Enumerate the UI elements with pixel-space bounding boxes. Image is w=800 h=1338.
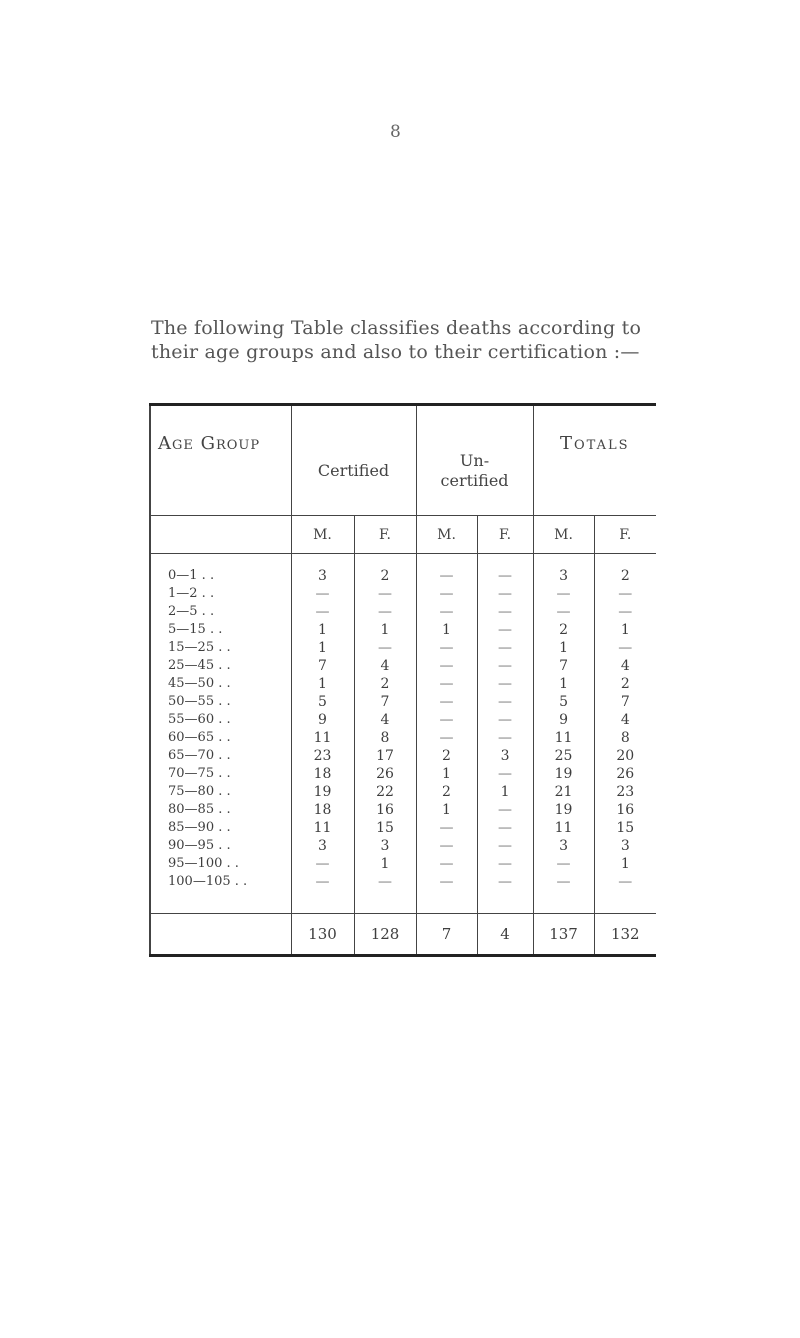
- table-row: [150, 747, 656, 765]
- certified-female-total: 128: [354, 914, 416, 956]
- totals-header: Totals: [533, 405, 656, 516]
- uncertified-female-cell: —: [477, 585, 533, 603]
- certified-female-cell: —: [354, 585, 416, 603]
- certified-male-cell: 1: [291, 621, 354, 639]
- totals-female-cell: 4: [594, 711, 656, 729]
- totals-female-cell: 23: [594, 783, 656, 801]
- age-group-cell: 5—15 . .: [168, 622, 223, 637]
- uncertified-female-cell: —: [477, 837, 533, 855]
- uncertified-male-cell: 1: [416, 621, 477, 639]
- age-group-cell: 95—100 . .: [168, 856, 239, 871]
- age-group-cell: 100—105 . .: [168, 874, 248, 889]
- totals-female-header: F.: [594, 516, 656, 554]
- spacer-cell: [354, 891, 416, 914]
- uncertified-female-cell: 3: [477, 747, 533, 765]
- totals-male-cell: 19: [533, 765, 594, 783]
- age-group-cell: 60—65 . .: [168, 730, 231, 745]
- intro-line-1: The following Table classifies deaths according to: [151, 317, 642, 339]
- totals-male-cell: 5: [533, 693, 594, 711]
- certified-male-cell: —: [291, 873, 354, 891]
- totals-male-cell: 11: [533, 729, 594, 747]
- spacer-cell: [533, 891, 594, 914]
- table-row: [150, 873, 656, 891]
- table-row: [150, 765, 656, 783]
- certified-male-cell: 1: [291, 675, 354, 693]
- totals-female-cell: 3: [594, 837, 656, 855]
- uncertified-female-cell: —: [477, 819, 533, 837]
- uncertified-male-cell: —: [416, 873, 477, 891]
- uncertified-header: [416, 405, 533, 516]
- certified-female-cell: 3: [354, 837, 416, 855]
- certified-male-cell: 18: [291, 765, 354, 783]
- table-row: [150, 711, 656, 729]
- totals-male-cell: —: [533, 873, 594, 891]
- certified-male-cell: 11: [291, 729, 354, 747]
- table-row: [150, 639, 656, 657]
- uncertified-female-cell: —: [477, 554, 533, 586]
- totals-female-cell: 2: [594, 675, 656, 693]
- certified-female-cell: 15: [354, 819, 416, 837]
- certified-male-cell: 19: [291, 783, 354, 801]
- totals-male-cell: 3: [533, 554, 594, 586]
- uncertified-male-total: 7: [416, 914, 477, 956]
- table-row: [150, 729, 656, 747]
- totals-female-cell: 7: [594, 693, 656, 711]
- spacer-cell: [477, 891, 533, 914]
- certified-male-cell: 3: [291, 554, 354, 586]
- table-row: [150, 585, 656, 603]
- certified-female-cell: 22: [354, 783, 416, 801]
- certified-female-cell: 16: [354, 801, 416, 819]
- totals-female-cell: 1: [594, 621, 656, 639]
- uncertified-male-cell: —: [416, 554, 477, 586]
- age-group-cell: 80—85 . .: [168, 802, 231, 817]
- totals-female-cell: 1: [594, 855, 656, 873]
- totals-female-cell: —: [594, 639, 656, 657]
- deaths-by-age-table: [149, 403, 656, 957]
- age-group-cell: 70—75 . .: [168, 766, 231, 781]
- table-row: [150, 603, 656, 621]
- totals-female-cell: —: [594, 603, 656, 621]
- uncertified-female-cell: —: [477, 765, 533, 783]
- certified-male-cell: 18: [291, 801, 354, 819]
- totals-male-cell: 1: [533, 675, 594, 693]
- intro-line-2: their age groups and also to their certification :—: [151, 341, 640, 363]
- age-group-cell: 15—25 . .: [168, 640, 231, 655]
- uncertified-male-header: M.: [416, 516, 477, 554]
- uncertified-female-cell: —: [477, 729, 533, 747]
- totals-male-cell: 19: [533, 801, 594, 819]
- table-row: [150, 621, 656, 639]
- uncertified-male-cell: —: [416, 837, 477, 855]
- certified-female-cell: 2: [354, 554, 416, 586]
- totals-male-cell: 7: [533, 657, 594, 675]
- intro-paragraph: [151, 316, 671, 364]
- uncertified-female-cell: —: [477, 873, 533, 891]
- uncertified-female-cell: —: [477, 693, 533, 711]
- certified-male-header: M.: [291, 516, 354, 554]
- spacer-cell: [150, 891, 291, 914]
- age-group-header: Age Group: [150, 405, 291, 516]
- totals-male-total: 137: [533, 914, 594, 956]
- spacer-row: [150, 891, 656, 914]
- uncertified-male-cell: —: [416, 855, 477, 873]
- certified-female-cell: 17: [354, 747, 416, 765]
- uncertified-female-cell: —: [477, 711, 533, 729]
- certified-male-cell: 11: [291, 819, 354, 837]
- uncertified-female-header: F.: [477, 516, 533, 554]
- certified-male-cell: 5: [291, 693, 354, 711]
- table-row: [150, 855, 656, 873]
- certified-male-cell: 9: [291, 711, 354, 729]
- certified-male-cell: 7: [291, 657, 354, 675]
- totals-female-cell: 2: [594, 554, 656, 586]
- uncertified-female-total: 4: [477, 914, 533, 956]
- table-row: [150, 693, 656, 711]
- age-group-cell: 45—50 . .: [168, 676, 231, 691]
- age-group-cell: 2—5 . .: [168, 604, 215, 619]
- totals-female-cell: 8: [594, 729, 656, 747]
- uncertified-male-cell: —: [416, 639, 477, 657]
- table-row: [150, 554, 656, 586]
- certified-female-cell: 4: [354, 657, 416, 675]
- uncertified-male-cell: 2: [416, 783, 477, 801]
- age-group-cell: 55—60 . .: [168, 712, 231, 727]
- uncertified-female-cell: —: [477, 657, 533, 675]
- age-group-cell: 75—80 . .: [168, 784, 231, 799]
- table-row: [150, 837, 656, 855]
- totals-male-cell: 1: [533, 639, 594, 657]
- age-group-cell: 65—70 . .: [168, 748, 231, 763]
- certified-female-cell: 8: [354, 729, 416, 747]
- uncertified-male-cell: 2: [416, 747, 477, 765]
- totals-female-cell: —: [594, 585, 656, 603]
- table-row: [150, 801, 656, 819]
- certified-header: Certified: [291, 405, 416, 516]
- totals-male-cell: —: [533, 855, 594, 873]
- table-body: [150, 554, 656, 956]
- certified-male-cell: —: [291, 855, 354, 873]
- totals-male-header: M.: [533, 516, 594, 554]
- totals-label-cell: [150, 914, 291, 956]
- totals-row: [150, 914, 656, 956]
- age-group-cell: 0—1 . .: [168, 568, 215, 583]
- totals-male-cell: —: [533, 585, 594, 603]
- totals-male-cell: 9: [533, 711, 594, 729]
- totals-male-cell: 21: [533, 783, 594, 801]
- certified-male-cell: 3: [291, 837, 354, 855]
- age-group-cell: 90—95 . .: [168, 838, 231, 853]
- certified-female-cell: —: [354, 603, 416, 621]
- spacer-cell: [291, 891, 354, 914]
- certified-male-cell: 23: [291, 747, 354, 765]
- uncertified-female-cell: —: [477, 603, 533, 621]
- certified-female-cell: 2: [354, 675, 416, 693]
- certified-female-cell: —: [354, 639, 416, 657]
- certified-female-cell: 4: [354, 711, 416, 729]
- uncertified-male-cell: 1: [416, 765, 477, 783]
- uncertified-male-cell: —: [416, 693, 477, 711]
- uncertified-female-cell: 1: [477, 783, 533, 801]
- totals-female-cell: 16: [594, 801, 656, 819]
- certified-male-total: 130: [291, 914, 354, 956]
- uncertified-header-line-2: certified: [440, 470, 509, 490]
- empty-header-cell: [150, 516, 291, 554]
- uncertified-female-cell: —: [477, 675, 533, 693]
- totals-female-cell: 4: [594, 657, 656, 675]
- totals-female-cell: —: [594, 873, 656, 891]
- certified-male-cell: —: [291, 585, 354, 603]
- totals-male-cell: 11: [533, 819, 594, 837]
- uncertified-male-cell: —: [416, 729, 477, 747]
- totals-female-cell: 20: [594, 747, 656, 765]
- age-group-cell: 85—90 . .: [168, 820, 231, 835]
- totals-female-cell: 15: [594, 819, 656, 837]
- certified-female-cell: 1: [354, 621, 416, 639]
- certified-male-cell: 1: [291, 639, 354, 657]
- uncertified-female-cell: —: [477, 621, 533, 639]
- table-row: [150, 675, 656, 693]
- uncertified-male-cell: —: [416, 603, 477, 621]
- totals-male-cell: 2: [533, 621, 594, 639]
- certified-female-cell: —: [354, 873, 416, 891]
- uncertified-header-line-1: Un-: [459, 450, 490, 470]
- certified-male-cell: —: [291, 603, 354, 621]
- page-number: 8: [390, 122, 401, 142]
- certified-female-cell: 1: [354, 855, 416, 873]
- uncertified-male-cell: 1: [416, 801, 477, 819]
- uncertified-male-cell: —: [416, 819, 477, 837]
- certified-female-header: F.: [354, 516, 416, 554]
- certified-female-cell: 26: [354, 765, 416, 783]
- totals-male-cell: —: [533, 603, 594, 621]
- totals-male-cell: 25: [533, 747, 594, 765]
- uncertified-female-cell: —: [477, 801, 533, 819]
- table-row: [150, 657, 656, 675]
- table-row: [150, 819, 656, 837]
- table-row: [150, 783, 656, 801]
- spacer-cell: [416, 891, 477, 914]
- age-group-cell: 1—2 . .: [168, 586, 215, 601]
- spacer-cell: [594, 891, 656, 914]
- totals-male-cell: 3: [533, 837, 594, 855]
- uncertified-male-cell: —: [416, 675, 477, 693]
- uncertified-male-cell: —: [416, 711, 477, 729]
- uncertified-male-cell: —: [416, 585, 477, 603]
- totals-female-cell: 26: [594, 765, 656, 783]
- age-group-cell: 25—45 . .: [168, 658, 231, 673]
- uncertified-female-cell: —: [477, 855, 533, 873]
- totals-female-total: 132: [594, 914, 656, 956]
- uncertified-female-cell: —: [477, 639, 533, 657]
- age-group-cell: 50—55 . .: [168, 694, 231, 709]
- uncertified-male-cell: —: [416, 657, 477, 675]
- certified-female-cell: 7: [354, 693, 416, 711]
